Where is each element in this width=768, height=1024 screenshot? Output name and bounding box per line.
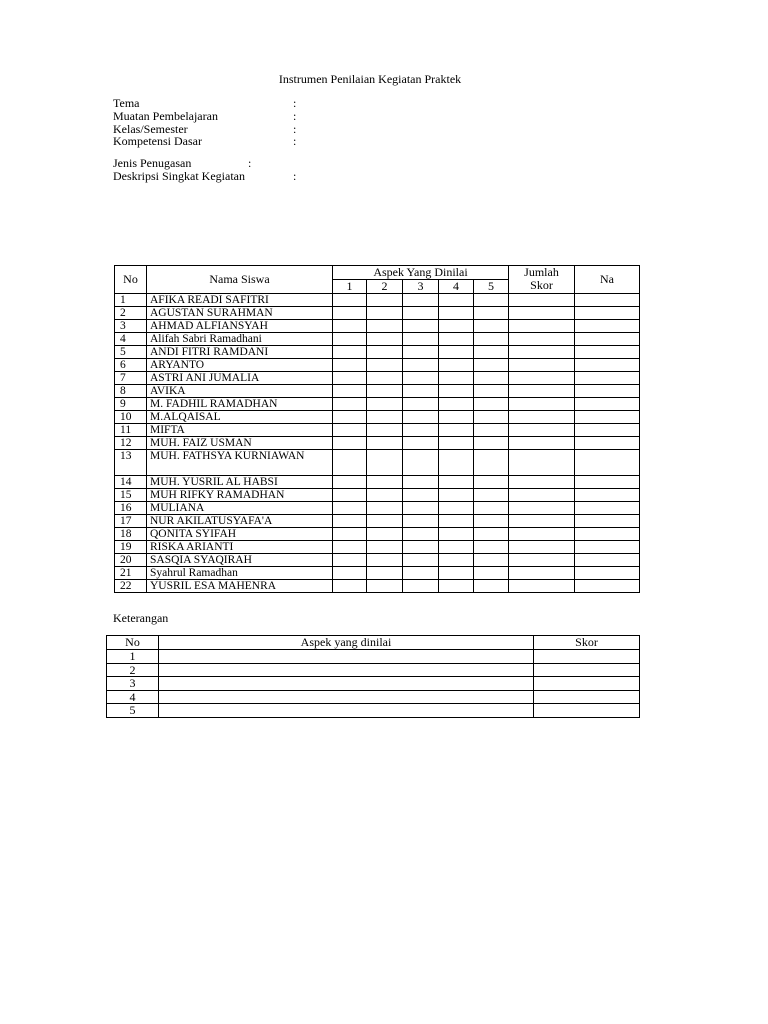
score-cell[interactable]: [367, 320, 403, 333]
ket-skor-cell[interactable]: [534, 650, 640, 664]
score-cell[interactable]: [474, 346, 509, 359]
row-no: 15: [115, 489, 147, 502]
table-row: [115, 307, 640, 320]
field-colon: :: [293, 134, 297, 149]
table-row: [115, 450, 640, 476]
score-cell[interactable]: [439, 450, 474, 476]
score-cell[interactable]: [367, 541, 403, 554]
score-cell[interactable]: [333, 385, 367, 398]
score-cell[interactable]: [509, 528, 575, 541]
header-aspek: Aspek Yang Dinilai: [333, 266, 509, 280]
score-cell[interactable]: [403, 411, 439, 424]
row-no: 22: [115, 580, 147, 593]
row-student-name: M. FADHIL RAMADHAN: [147, 398, 333, 411]
table-row: [115, 437, 640, 450]
assessment-table: [114, 265, 640, 593]
row-no: 11: [115, 424, 147, 437]
field-colon: :: [293, 96, 297, 110]
score-cell[interactable]: [439, 372, 474, 385]
row-student-name: QONITA SYIFAH: [147, 528, 333, 541]
header-aspek-1: 1: [333, 280, 367, 294]
score-cell[interactable]: [333, 424, 367, 437]
row-student-name: MUH. FATHSYA KURNIAWAN: [147, 450, 333, 476]
score-cell[interactable]: [474, 502, 509, 515]
score-cell[interactable]: [367, 528, 403, 541]
score-cell[interactable]: [575, 411, 640, 424]
table-row: [115, 541, 640, 554]
score-cell[interactable]: [509, 437, 575, 450]
score-cell[interactable]: [575, 385, 640, 398]
score-cell[interactable]: [474, 476, 509, 489]
header-aspek-5: 5: [474, 280, 509, 294]
score-cell[interactable]: [403, 515, 439, 528]
ket-aspek-cell[interactable]: [159, 663, 534, 677]
score-cell[interactable]: [575, 372, 640, 385]
header-aspek-2: 2: [367, 280, 403, 294]
score-cell[interactable]: [367, 333, 403, 346]
score-cell[interactable]: [575, 541, 640, 554]
score-cell[interactable]: [333, 372, 367, 385]
table-row: [115, 359, 640, 372]
score-cell[interactable]: [575, 398, 640, 411]
score-cell[interactable]: [509, 424, 575, 437]
score-cell[interactable]: [333, 333, 367, 346]
table-row: [115, 554, 640, 567]
score-cell[interactable]: [575, 307, 640, 320]
field-deskripsi: [113, 168, 297, 183]
row-student-name: SASQIA SYAQIRAH: [147, 554, 333, 567]
score-cell[interactable]: [439, 294, 474, 307]
score-cell[interactable]: [575, 476, 640, 489]
score-cell[interactable]: [367, 411, 403, 424]
score-cell[interactable]: [333, 359, 367, 372]
score-cell[interactable]: [509, 450, 575, 476]
score-cell[interactable]: [575, 294, 640, 307]
row-no: 13: [115, 450, 147, 476]
score-cell[interactable]: [333, 476, 367, 489]
score-cell[interactable]: [509, 359, 575, 372]
score-cell[interactable]: [474, 359, 509, 372]
row-student-name: Syahrul Ramadhan: [147, 567, 333, 580]
table-row: [115, 320, 640, 333]
score-cell[interactable]: [367, 294, 403, 307]
score-cell[interactable]: [439, 307, 474, 320]
score-cell[interactable]: [509, 398, 575, 411]
row-student-name: AGUSTAN SURAHMAN: [147, 307, 333, 320]
field-colon: :: [248, 156, 252, 171]
score-cell[interactable]: [474, 515, 509, 528]
ket-aspek-cell[interactable]: [159, 650, 534, 664]
score-cell[interactable]: [403, 385, 439, 398]
field-label: Kompetensi Dasar: [113, 134, 202, 149]
score-cell[interactable]: [474, 489, 509, 502]
score-cell[interactable]: [333, 346, 367, 359]
score-cell[interactable]: [474, 437, 509, 450]
row-student-name: MUH. YUSRIL AL HABSI: [147, 476, 333, 489]
score-cell[interactable]: [509, 489, 575, 502]
score-cell[interactable]: [403, 437, 439, 450]
row-student-name: AHMAD ALFIANSYAH: [147, 320, 333, 333]
score-cell[interactable]: [474, 450, 509, 476]
score-cell[interactable]: [474, 294, 509, 307]
table-row: [115, 567, 640, 580]
score-cell[interactable]: [333, 515, 367, 528]
score-cell[interactable]: [509, 567, 575, 580]
score-cell[interactable]: [474, 411, 509, 424]
table-row: [115, 424, 640, 437]
table-row: [115, 385, 640, 398]
field-colon: :: [293, 168, 297, 183]
score-cell[interactable]: [439, 476, 474, 489]
table-row: [115, 398, 640, 411]
score-cell[interactable]: [439, 411, 474, 424]
score-cell[interactable]: [474, 307, 509, 320]
score-cell[interactable]: [403, 346, 439, 359]
score-cell[interactable]: [575, 580, 640, 593]
score-cell[interactable]: [575, 450, 640, 476]
score-cell[interactable]: [367, 437, 403, 450]
ket-header-skor: Skor: [534, 636, 640, 650]
row-no: 4: [115, 333, 147, 346]
table-row: [107, 650, 640, 664]
field-label: Muatan Pembelajaran: [113, 108, 218, 123]
row-no: 16: [115, 502, 147, 515]
ket-skor-cell[interactable]: [534, 704, 640, 718]
score-cell[interactable]: [403, 372, 439, 385]
row-no: 12: [115, 437, 147, 450]
table-row: [115, 346, 640, 359]
score-cell[interactable]: [575, 554, 640, 567]
score-cell[interactable]: [474, 372, 509, 385]
row-student-name: Alifah Sabri Ramadhani: [147, 333, 333, 346]
score-cell[interactable]: [439, 541, 474, 554]
score-cell[interactable]: [403, 502, 439, 515]
row-student-name: RISKA ARIANTI: [147, 541, 333, 554]
score-cell[interactable]: [474, 424, 509, 437]
score-cell[interactable]: [367, 307, 403, 320]
table-row: [115, 580, 640, 593]
score-cell[interactable]: [575, 333, 640, 346]
table-row: [115, 515, 640, 528]
score-cell[interactable]: [509, 372, 575, 385]
score-cell[interactable]: [575, 346, 640, 359]
score-cell[interactable]: [575, 489, 640, 502]
score-cell[interactable]: [509, 554, 575, 567]
score-cell[interactable]: [509, 541, 575, 554]
table-row: [115, 528, 640, 541]
score-cell[interactable]: [509, 346, 575, 359]
row-no: 14: [115, 476, 147, 489]
ket-header-aspek: Aspek yang dinilai: [159, 636, 534, 650]
score-cell[interactable]: [403, 424, 439, 437]
field-colon: :: [293, 108, 297, 123]
table-row: [107, 690, 640, 704]
ket-row-no: 4: [107, 690, 159, 704]
score-cell[interactable]: [403, 554, 439, 567]
score-cell[interactable]: [474, 554, 509, 567]
row-student-name: AFIKA READI SAFITRI: [147, 294, 333, 307]
score-cell[interactable]: [439, 424, 474, 437]
document-title: Instrumen Penilaian Kegiatan Praktek: [278, 72, 462, 86]
score-cell[interactable]: [403, 541, 439, 554]
score-cell[interactable]: [333, 320, 367, 333]
header-na: Na: [575, 266, 640, 294]
score-cell[interactable]: [439, 489, 474, 502]
score-cell[interactable]: [575, 437, 640, 450]
score-cell[interactable]: [333, 580, 367, 593]
score-cell[interactable]: [333, 567, 367, 580]
ket-aspek-cell[interactable]: [159, 690, 534, 704]
row-student-name: AVIKA: [147, 385, 333, 398]
ket-aspek-cell[interactable]: [159, 677, 534, 691]
row-no: 20: [115, 554, 147, 567]
table-row: [115, 502, 640, 515]
row-no: 9: [115, 398, 147, 411]
score-cell[interactable]: [403, 489, 439, 502]
table-row: [115, 411, 640, 424]
score-cell[interactable]: [403, 307, 439, 320]
score-cell[interactable]: [439, 346, 474, 359]
score-cell[interactable]: [367, 450, 403, 476]
score-cell[interactable]: [333, 437, 367, 450]
score-cell[interactable]: [439, 333, 474, 346]
score-cell[interactable]: [439, 554, 474, 567]
score-cell[interactable]: [474, 567, 509, 580]
row-student-name: ASTRI ANI JUMALIA: [147, 372, 333, 385]
row-no: 1: [115, 294, 147, 307]
score-cell[interactable]: [367, 398, 403, 411]
score-cell[interactable]: [474, 541, 509, 554]
row-no: 3: [115, 320, 147, 333]
score-cell[interactable]: [509, 333, 575, 346]
table-row: [115, 372, 640, 385]
score-cell[interactable]: [333, 528, 367, 541]
row-student-name: MUH RIFKY RAMADHAN: [147, 489, 333, 502]
field-label: Kelas/Semester: [113, 121, 188, 136]
row-no: 7: [115, 372, 147, 385]
row-no: 5: [115, 346, 147, 359]
row-no: 19: [115, 541, 147, 554]
header-jumlah-skor: Jumlah Skor: [509, 266, 575, 294]
row-student-name: ANDI FITRI RAMDANI: [147, 346, 333, 359]
score-cell[interactable]: [333, 411, 367, 424]
score-cell[interactable]: [367, 424, 403, 437]
ket-skor-cell[interactable]: [534, 690, 640, 704]
score-cell[interactable]: [439, 359, 474, 372]
field-label: Deskripsi Singkat Kegiatan: [113, 168, 245, 183]
score-cell[interactable]: [509, 320, 575, 333]
table-row: [115, 333, 640, 346]
header-fields: [113, 96, 297, 183]
score-cell[interactable]: [333, 541, 367, 554]
row-no: 2: [115, 307, 147, 320]
score-cell[interactable]: [367, 489, 403, 502]
score-cell[interactable]: [575, 359, 640, 372]
score-cell[interactable]: [367, 554, 403, 567]
score-cell[interactable]: [403, 580, 439, 593]
row-student-name: MIFTA: [147, 424, 333, 437]
score-cell[interactable]: [509, 411, 575, 424]
score-cell[interactable]: [575, 528, 640, 541]
score-cell[interactable]: [509, 307, 575, 320]
row-student-name: YUSRIL ESA MAHENRA: [147, 580, 333, 593]
score-cell[interactable]: [403, 450, 439, 476]
score-cell[interactable]: [509, 385, 575, 398]
row-student-name: MULIANA: [147, 502, 333, 515]
score-cell[interactable]: [575, 424, 640, 437]
score-cell[interactable]: [367, 567, 403, 580]
ket-aspek-cell[interactable]: [159, 704, 534, 718]
score-cell[interactable]: [439, 502, 474, 515]
header-no: No: [115, 266, 147, 294]
field-label: Tema: [113, 96, 140, 110]
row-no: 18: [115, 528, 147, 541]
score-cell[interactable]: [474, 580, 509, 593]
score-cell[interactable]: [367, 476, 403, 489]
score-cell[interactable]: [509, 502, 575, 515]
field-kompetensi: [113, 134, 297, 149]
score-cell[interactable]: [403, 567, 439, 580]
score-cell[interactable]: [403, 398, 439, 411]
score-cell[interactable]: [403, 476, 439, 489]
row-no: 6: [115, 359, 147, 372]
score-cell[interactable]: [474, 398, 509, 411]
score-cell[interactable]: [439, 528, 474, 541]
row-no: 17: [115, 515, 147, 528]
row-no: 21: [115, 567, 147, 580]
score-cell[interactable]: [439, 567, 474, 580]
table-row: [107, 677, 640, 691]
row-no: 8: [115, 385, 147, 398]
row-student-name: NUR AKILATUSYAFA'A: [147, 515, 333, 528]
score-cell[interactable]: [439, 385, 474, 398]
field-label: Jenis Penugasan: [113, 156, 192, 171]
header-nama-siswa: Nama Siswa: [147, 266, 333, 294]
ket-row-no: 3: [107, 677, 159, 691]
score-cell[interactable]: [509, 294, 575, 307]
score-cell[interactable]: [474, 333, 509, 346]
score-cell[interactable]: [439, 580, 474, 593]
header-aspek-4: 4: [439, 280, 474, 294]
field-colon: :: [293, 121, 297, 136]
score-cell[interactable]: [509, 580, 575, 593]
score-cell[interactable]: [333, 489, 367, 502]
ket-skor-cell[interactable]: [534, 677, 640, 691]
score-cell[interactable]: [439, 437, 474, 450]
score-cell[interactable]: [367, 580, 403, 593]
ket-skor-cell[interactable]: [534, 663, 640, 677]
score-cell[interactable]: [333, 502, 367, 515]
keterangan-label: Keterangan: [113, 611, 169, 625]
score-cell[interactable]: [509, 515, 575, 528]
score-cell[interactable]: [403, 294, 439, 307]
score-cell[interactable]: [333, 398, 367, 411]
score-cell[interactable]: [439, 515, 474, 528]
score-cell[interactable]: [403, 333, 439, 346]
score-cell[interactable]: [575, 515, 640, 528]
score-cell[interactable]: [575, 320, 640, 333]
row-student-name: M.ALQAISAL: [147, 411, 333, 424]
score-cell[interactable]: [367, 515, 403, 528]
score-cell[interactable]: [403, 359, 439, 372]
score-cell[interactable]: [403, 320, 439, 333]
keterangan-table: [106, 635, 640, 718]
score-cell[interactable]: [333, 294, 367, 307]
table-row: [107, 704, 640, 718]
table-row: [115, 489, 640, 502]
table-row: [115, 294, 640, 307]
score-cell[interactable]: [575, 567, 640, 580]
table-row: [115, 476, 640, 489]
score-cell[interactable]: [333, 554, 367, 567]
score-cell[interactable]: [509, 476, 575, 489]
ket-row-no: 5: [107, 704, 159, 718]
ket-header-no: No: [107, 636, 159, 650]
score-cell[interactable]: [367, 502, 403, 515]
score-cell[interactable]: [367, 346, 403, 359]
score-cell[interactable]: [474, 320, 509, 333]
score-cell[interactable]: [333, 450, 367, 476]
score-cell[interactable]: [575, 502, 640, 515]
row-student-name: ARYANTO: [147, 359, 333, 372]
ket-row-no: 2: [107, 663, 159, 677]
row-no: 10: [115, 411, 147, 424]
row-student-name: MUH. FAIZ USMAN: [147, 437, 333, 450]
header-aspek-3: 3: [403, 280, 439, 294]
score-cell[interactable]: [367, 359, 403, 372]
score-cell[interactable]: [333, 307, 367, 320]
ket-row-no: 1: [107, 650, 159, 664]
score-cell[interactable]: [367, 372, 403, 385]
score-cell[interactable]: [474, 385, 509, 398]
score-cell[interactable]: [439, 398, 474, 411]
table-row: [107, 663, 640, 677]
score-cell[interactable]: [367, 385, 403, 398]
score-cell[interactable]: [474, 528, 509, 541]
score-cell[interactable]: [439, 320, 474, 333]
score-cell[interactable]: [403, 528, 439, 541]
